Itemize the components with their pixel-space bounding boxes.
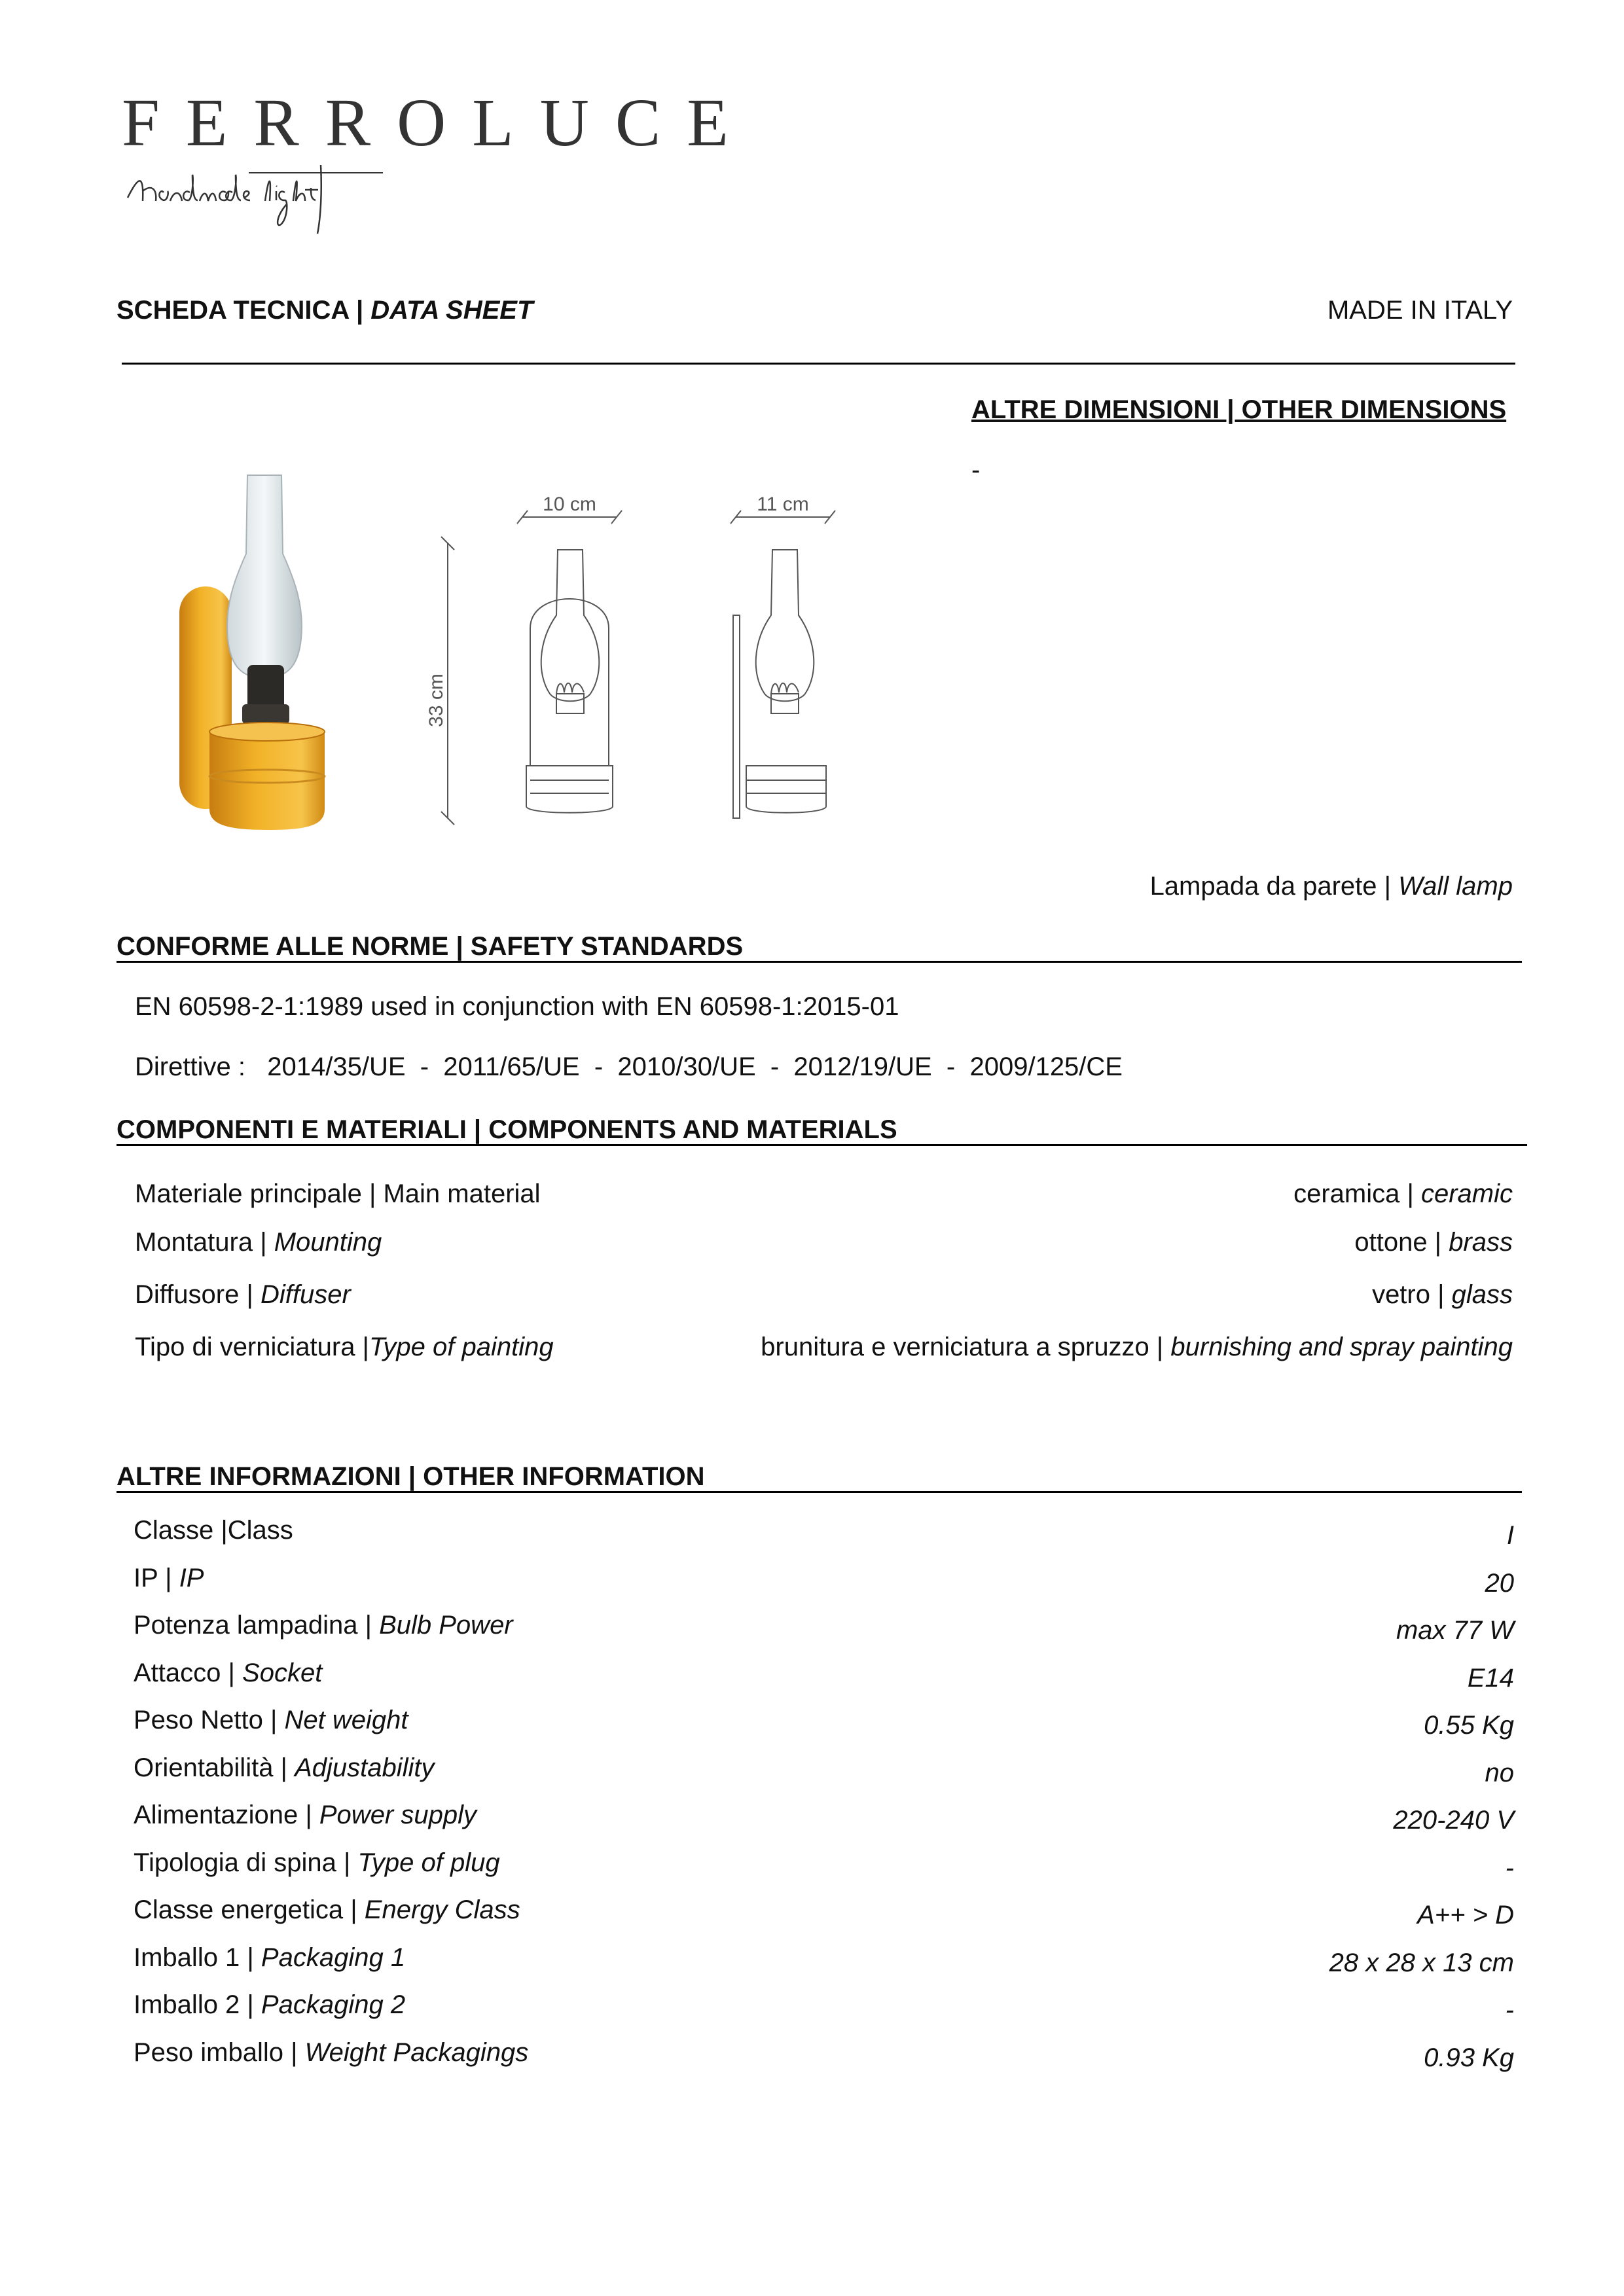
info-row [134, 1990, 1514, 2030]
other-info-underline [117, 1491, 1522, 1493]
material-value-en: burnishing and spray painting [1170, 1333, 1513, 1361]
materials-underline [117, 1144, 1527, 1146]
info-value: 28 x 28 x 13 cm [1329, 1948, 1514, 1977]
info-label-it: Orientabilità | [134, 1753, 295, 1782]
info-label-en: Bulb Power [379, 1611, 513, 1640]
height-dimension-label: 33 cm [425, 673, 447, 727]
front-width-label: 10 cm [543, 493, 596, 515]
info-label [134, 1895, 520, 1925]
material-label-it: Materiale principale | Main material [135, 1179, 541, 1208]
info-label [134, 1706, 408, 1735]
info-row [134, 1564, 1514, 1603]
info-label-en: Net weight [284, 1706, 408, 1734]
info-row [134, 1659, 1514, 1698]
info-label [134, 1943, 405, 1973]
material-label [135, 1280, 351, 1310]
product-type-it: Lampada da parete | [1149, 872, 1399, 901]
info-label-it: Attacco | [134, 1658, 243, 1687]
material-label-en: Mounting [274, 1228, 382, 1257]
info-value: - [1505, 1853, 1514, 1882]
info-row [134, 1848, 1514, 1888]
material-value-it: brunitura e verniciatura a spruzzo | [761, 1333, 1171, 1361]
info-label [134, 1990, 405, 2020]
info-label-it: Tipologia di spina | [134, 1848, 358, 1877]
title-it: SCHEDA TECNICA | [117, 296, 371, 325]
product-photo [170, 469, 327, 835]
info-value: E14 [1467, 1663, 1514, 1693]
other-dimensions-title: ALTRE DIMENSIONI | OTHER DIMENSIONS [971, 395, 1507, 424]
info-row [134, 2038, 1514, 2077]
info-label-it: Peso imballo | [134, 2037, 305, 2067]
info-row [134, 1516, 1514, 1555]
info-label [134, 1516, 293, 1545]
material-value-en: brass [1449, 1228, 1513, 1257]
material-value-it: ottone | [1354, 1228, 1449, 1257]
brand-tagline-signature [124, 152, 386, 237]
material-value [1293, 1179, 1513, 1209]
info-label-it: Imballo 1 | [134, 1943, 261, 1972]
info-label [134, 2038, 528, 2068]
info-label-en: Socket [242, 1658, 323, 1687]
info-label-en: Packaging 2 [261, 1990, 406, 2019]
info-label [134, 1659, 322, 1688]
material-value [1354, 1228, 1513, 1257]
title-en: DATA SHEET [370, 296, 533, 325]
directives: Direttive : 2014/35/UE - 2011/65/UE - 2010/30/UE - 2012/19/UE - 2009/125/CE [135, 1052, 1123, 1081]
info-label-en: Type of plug [357, 1848, 500, 1877]
info-label-en: IP [179, 1563, 204, 1592]
info-label [134, 1564, 204, 1593]
info-value: 0.55 Kg [1424, 1711, 1514, 1740]
material-row [135, 1179, 1513, 1209]
info-row [134, 1753, 1514, 1793]
info-value: A++ > D [1417, 1901, 1514, 1929]
material-value-it: ceramica | [1293, 1179, 1421, 1208]
product-type [1150, 872, 1513, 901]
material-label [135, 1179, 541, 1209]
info-label-it: Potenza lampadina | [134, 1611, 380, 1640]
material-label [135, 1333, 554, 1362]
info-label-en: Adjustability [295, 1753, 435, 1782]
other-dimensions-value: - [971, 456, 981, 484]
info-row [134, 1801, 1514, 1840]
info-label [134, 1848, 500, 1878]
info-value: 20 [1485, 1568, 1514, 1598]
data-sheet-title [117, 296, 533, 325]
material-value-it: vetro | [1372, 1280, 1452, 1309]
info-label-it: Imballo 2 | [134, 1990, 261, 2019]
info-label-en: Packaging 1 [261, 1943, 406, 1972]
material-value [761, 1333, 1513, 1362]
material-label [135, 1228, 382, 1257]
info-value: no [1485, 1758, 1514, 1787]
info-row [134, 1943, 1514, 1982]
material-value [1372, 1280, 1513, 1310]
brand-logo: FERROLUCE [122, 85, 755, 160]
info-value: 0.93 Kg [1424, 2043, 1514, 2072]
info-value: 220-240 V [1393, 1806, 1514, 1835]
info-value: max 77 W [1396, 1616, 1514, 1645]
side-width-label: 11 cm [757, 493, 809, 515]
material-label-it: Diffusore | [135, 1280, 261, 1309]
made-in-italy: MADE IN ITALY [1327, 296, 1513, 325]
material-value-en: ceramic [1420, 1179, 1513, 1208]
header-divider [122, 363, 1515, 365]
info-row [134, 1706, 1514, 1745]
product-type-en: Wall lamp [1398, 872, 1513, 901]
info-label-en: Power supply [319, 1801, 477, 1829]
info-label [134, 1611, 513, 1640]
material-row [135, 1228, 1513, 1257]
info-label-it: Peso Netto | [134, 1706, 285, 1734]
info-value: I [1506, 1521, 1514, 1550]
material-row [135, 1333, 1513, 1362]
info-label [134, 1801, 477, 1830]
info-row [134, 1895, 1514, 1935]
norm-reference: EN 60598-2-1:1989 used in conjunction with EN 60598-1:2015-01 [135, 992, 899, 1021]
info-label-it: Classe energetica | [134, 1895, 365, 1924]
info-label [134, 1753, 435, 1783]
safety-standards-title: CONFORME ALLE NORME | SAFETY STANDARDS [117, 932, 744, 961]
material-label-en: Diffuser [260, 1280, 351, 1309]
info-label-en: Energy Class [364, 1895, 520, 1924]
info-label-en: Weight Packagings [304, 2037, 529, 2067]
info-value: - [1505, 1996, 1514, 2024]
materials-title: COMPONENTI E MATERIALI | COMPONENTS AND MATERIALS [117, 1115, 897, 1144]
material-row [135, 1280, 1513, 1310]
material-label-it: Tipo di verniciatura | [135, 1333, 369, 1361]
info-label-it: Alimentazione | [134, 1801, 319, 1829]
material-label-it: Montatura | [135, 1228, 274, 1257]
material-value-en: glass [1451, 1280, 1513, 1309]
safety-standards-underline [117, 961, 1522, 963]
info-label-it: Classe |Class [134, 1516, 293, 1545]
material-label-en: Type of painting [369, 1333, 554, 1361]
other-info-title: ALTRE INFORMAZIONI | OTHER INFORMATION [117, 1462, 705, 1491]
technical-drawing [419, 484, 838, 851]
info-row [134, 1611, 1514, 1650]
info-label-it: IP | [134, 1563, 179, 1592]
